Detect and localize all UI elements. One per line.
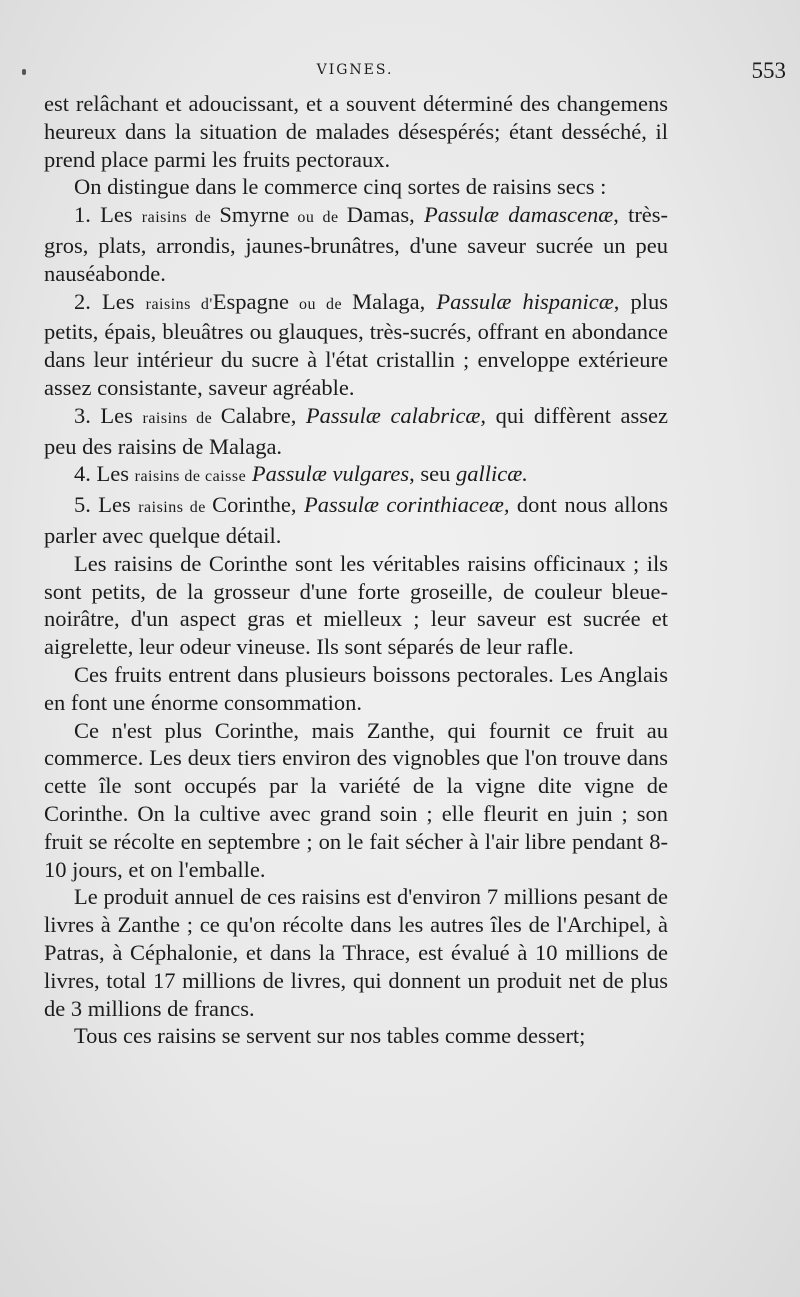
latin-name: Passulæ corinthiaceæ,: [303, 492, 510, 518]
margin-mark: [22, 69, 26, 75]
paragraph-5: Ce n'est plus Corinthe, mais Zanthe, qui fournit ce fruit au commerce. Les deux tiers environ des vignobles que l'on trouve dans cette île sont occupés par la variété de la vigne dite vigne de Corinthe. On la cultive avec grand soin ; elle fleurit en juin ; son fruit se récolte en septembre ; on le fait sécher à l'air libre pendant 8-10 jours, et on l'emballe.: [44, 717, 668, 882]
latin-name: Passulæ damascenæ: [424, 202, 614, 228]
paragraph-7: Tous ces raisins se servent sur nos tables comme dessert;: [74, 1023, 586, 1049]
page-header: [44, 58, 786, 88]
latin-name: Passulæ hispanicæ: [436, 288, 614, 314]
running-head: VIGNES.: [316, 62, 394, 78]
latin-name: Passulæ calabricæ,: [305, 402, 487, 428]
list-item-4: 4. Les raisins de caisse Passulæ vulgares, seu gallicæ.: [74, 461, 528, 487]
paragraph-6: Le produit annuel de ces raisins est d'environ 7 millions pesant de livres à Zanthe ; ce qu'on récolte dans les autres îles de l'Archipel, à Patras, à Céphalonie, et dans la Thrace, est évalué à 10 millions de livres, total 17 millions de livres, qui donnent un produit net de plus de 3 millions de francs.: [44, 884, 668, 1021]
latin-name: Passulæ vulgares: [251, 461, 410, 487]
latin-name: gallicæ.: [456, 461, 528, 487]
paragraph-4: Ces fruits entrent dans plusieurs boissons pectorales. Les Anglais en font une énorme consommation.: [44, 661, 668, 715]
body-text: [44, 90, 668, 1050]
paragraph-3: Les raisins de Corinthe sont les véritables raisins officinaux ; ils sont petits, de la grosseur d'une forte groseille, de couleur bleue-noirâtre, d'un aspect gras et mielleux ; leur saveur est sucrée et aigrelette, leur odeur vineuse. Ils sont séparés de leur rafle.: [44, 550, 668, 660]
list-item-1: 1. Les raisins de Smyrne ou de Damas, Passulæ damascenæ, très-gros, plats, arrondis, jaunes-brunâtres, d'une saveur sucrée un peu nauséabonde.: [44, 202, 669, 286]
paragraph-2: On distingue dans le commerce cinq sortes de raisins secs :: [74, 174, 607, 200]
list-item-3: 3. Les raisins de Calabre, Passulæ calabricæ, qui diffèrent assez peu des raisins de Malaga.: [44, 402, 668, 459]
list-item-2: 2. Les raisins d'Espagne ou de Malaga, Passulæ hispanicæ, plus petits, épais, bleuâtres ou glauques, très-sucrés, offrant en abondance dans leur intérieur du sucre à l'état cristallin ; enveloppe extérieure assez consistante, saveur agréable.: [44, 288, 668, 400]
list-item-5: 5. Les raisins de Corinthe, Passulæ corinthiaceæ, dont nous allons parler avec quelque détail.: [44, 492, 669, 548]
page-number: 553: [751, 58, 786, 83]
paragraph-1: est relâchant et adoucissant, et a souvent déterminé des changemens heureux dans la situation de malades désespérés; étant desséché, il prend place parmi les fruits pectoraux.: [44, 91, 668, 172]
